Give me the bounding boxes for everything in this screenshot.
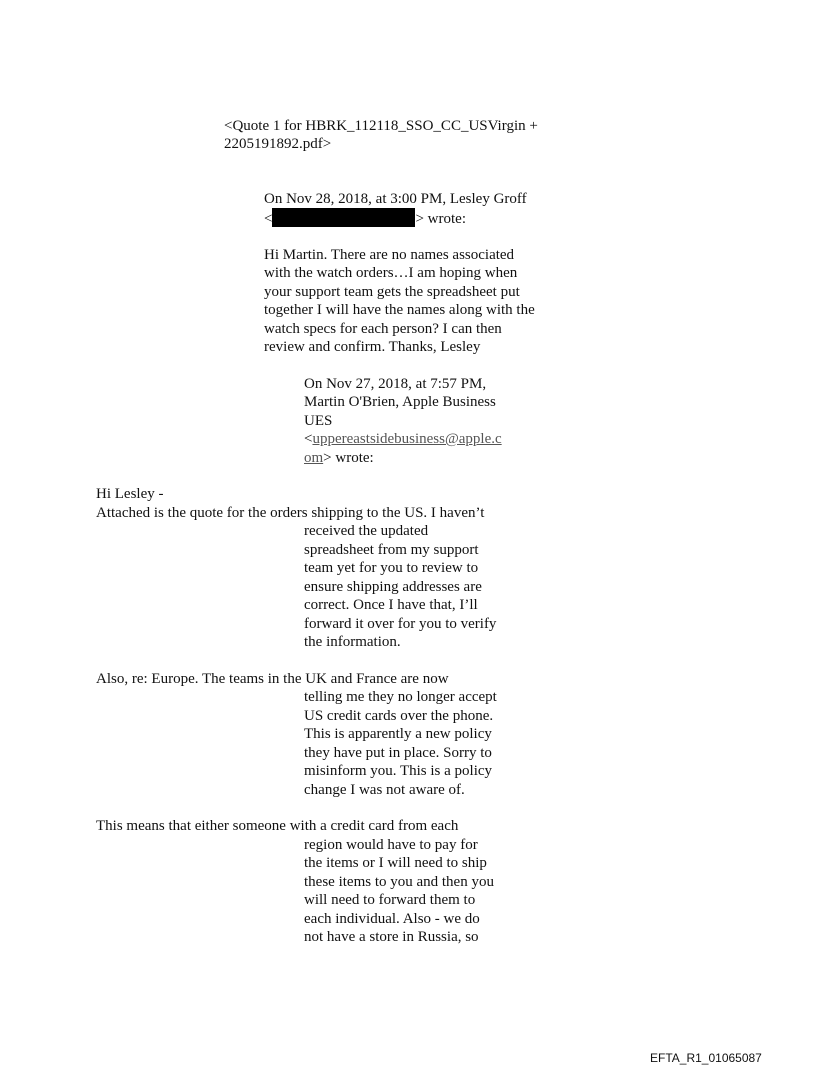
- paragraph-3-line: will need to forward them to: [304, 892, 476, 908]
- bates-number: EFTA_R1_01065087: [650, 1051, 762, 1065]
- martin-header-line-2: Martin O'Brien, Apple Business: [304, 394, 496, 410]
- lesley-body-line: watch specs for each person? I can then: [264, 321, 502, 337]
- attachment-reference-line-1: <Quote 1 for HBRK_112118_SSO_CC_USVirgin +: [224, 118, 538, 134]
- paragraph-3-line: the items or I will need to ship: [304, 855, 487, 871]
- paragraph-2-line: US credit cards over the phone.: [304, 708, 494, 724]
- paragraph-1-line: ensure shipping addresses are: [304, 579, 482, 595]
- attachment-reference-line-2: 2205191892.pdf>: [224, 136, 332, 152]
- paragraph-1-line: received the updated: [304, 523, 429, 539]
- martin-header-line-3: UES: [304, 413, 333, 429]
- open-bracket: <: [264, 211, 273, 227]
- redacted-email-block: [272, 208, 415, 227]
- paragraph-1-line: team yet for you to review to: [304, 560, 479, 576]
- paragraph-3-line: each individual. Also - we do: [304, 911, 480, 927]
- martin-header-email-line-1: [304, 430, 502, 449]
- paragraph-1-line: correct. Once I have that, I’ll: [304, 597, 478, 613]
- paragraph-2-line: Also, re: Europe. The teams in the UK and France are now: [96, 671, 449, 687]
- paragraph-1-line: the information.: [304, 634, 401, 650]
- paragraph-3-line: region would have to pay for: [304, 837, 478, 853]
- paragraph-1-line: Attached is the quote for the orders shipping to the US. I haven’t: [96, 505, 485, 521]
- reply-header-line-1: On Nov 28, 2018, at 3:00 PM, Lesley Groff: [264, 191, 527, 207]
- paragraph-3-line: This means that either someone with a credit card from each: [96, 818, 459, 834]
- wrote-label: > wrote:: [323, 450, 374, 466]
- paragraph-1-line: forward it over for you to verify: [304, 616, 497, 632]
- martin-header-email-line-2: [304, 449, 374, 468]
- wrote-label: > wrote:: [415, 211, 466, 227]
- paragraph-2-line: they have put in place. Sorry to: [304, 745, 492, 761]
- email-link[interactable]: om: [304, 450, 324, 466]
- lesley-body-line: your support team gets the spreadsheet put: [264, 284, 520, 300]
- martin-header-line-1: On Nov 27, 2018, at 7:57 PM,: [304, 376, 487, 392]
- lesley-body-line: review and confirm. Thanks, Lesley: [264, 339, 481, 355]
- paragraph-2-line: misinform you. This is a policy: [304, 763, 493, 779]
- email-link[interactable]: uppereastsidebusiness@apple.c: [312, 431, 502, 447]
- paragraph-3-line: these items to you and then you: [304, 874, 494, 890]
- paragraph-1-line: spreadsheet from my support: [304, 542, 479, 558]
- paragraph-3-line: not have a store in Russia, so: [304, 929, 479, 945]
- lesley-body-line: Hi Martin. There are no names associated: [264, 247, 515, 263]
- paragraph-2-line: telling me they no longer accept: [304, 689, 497, 705]
- paragraph-2-line: change I was not aware of.: [304, 782, 465, 798]
- open-bracket: <: [304, 431, 313, 447]
- reply-header-line-2: [264, 208, 466, 229]
- paragraph-2-line: This is apparently a new policy: [304, 726, 492, 742]
- lesley-body-line: with the watch orders…I am hoping when: [264, 265, 518, 281]
- greeting: Hi Lesley -: [96, 486, 164, 502]
- lesley-body-line: together I will have the names along with the: [264, 302, 535, 318]
